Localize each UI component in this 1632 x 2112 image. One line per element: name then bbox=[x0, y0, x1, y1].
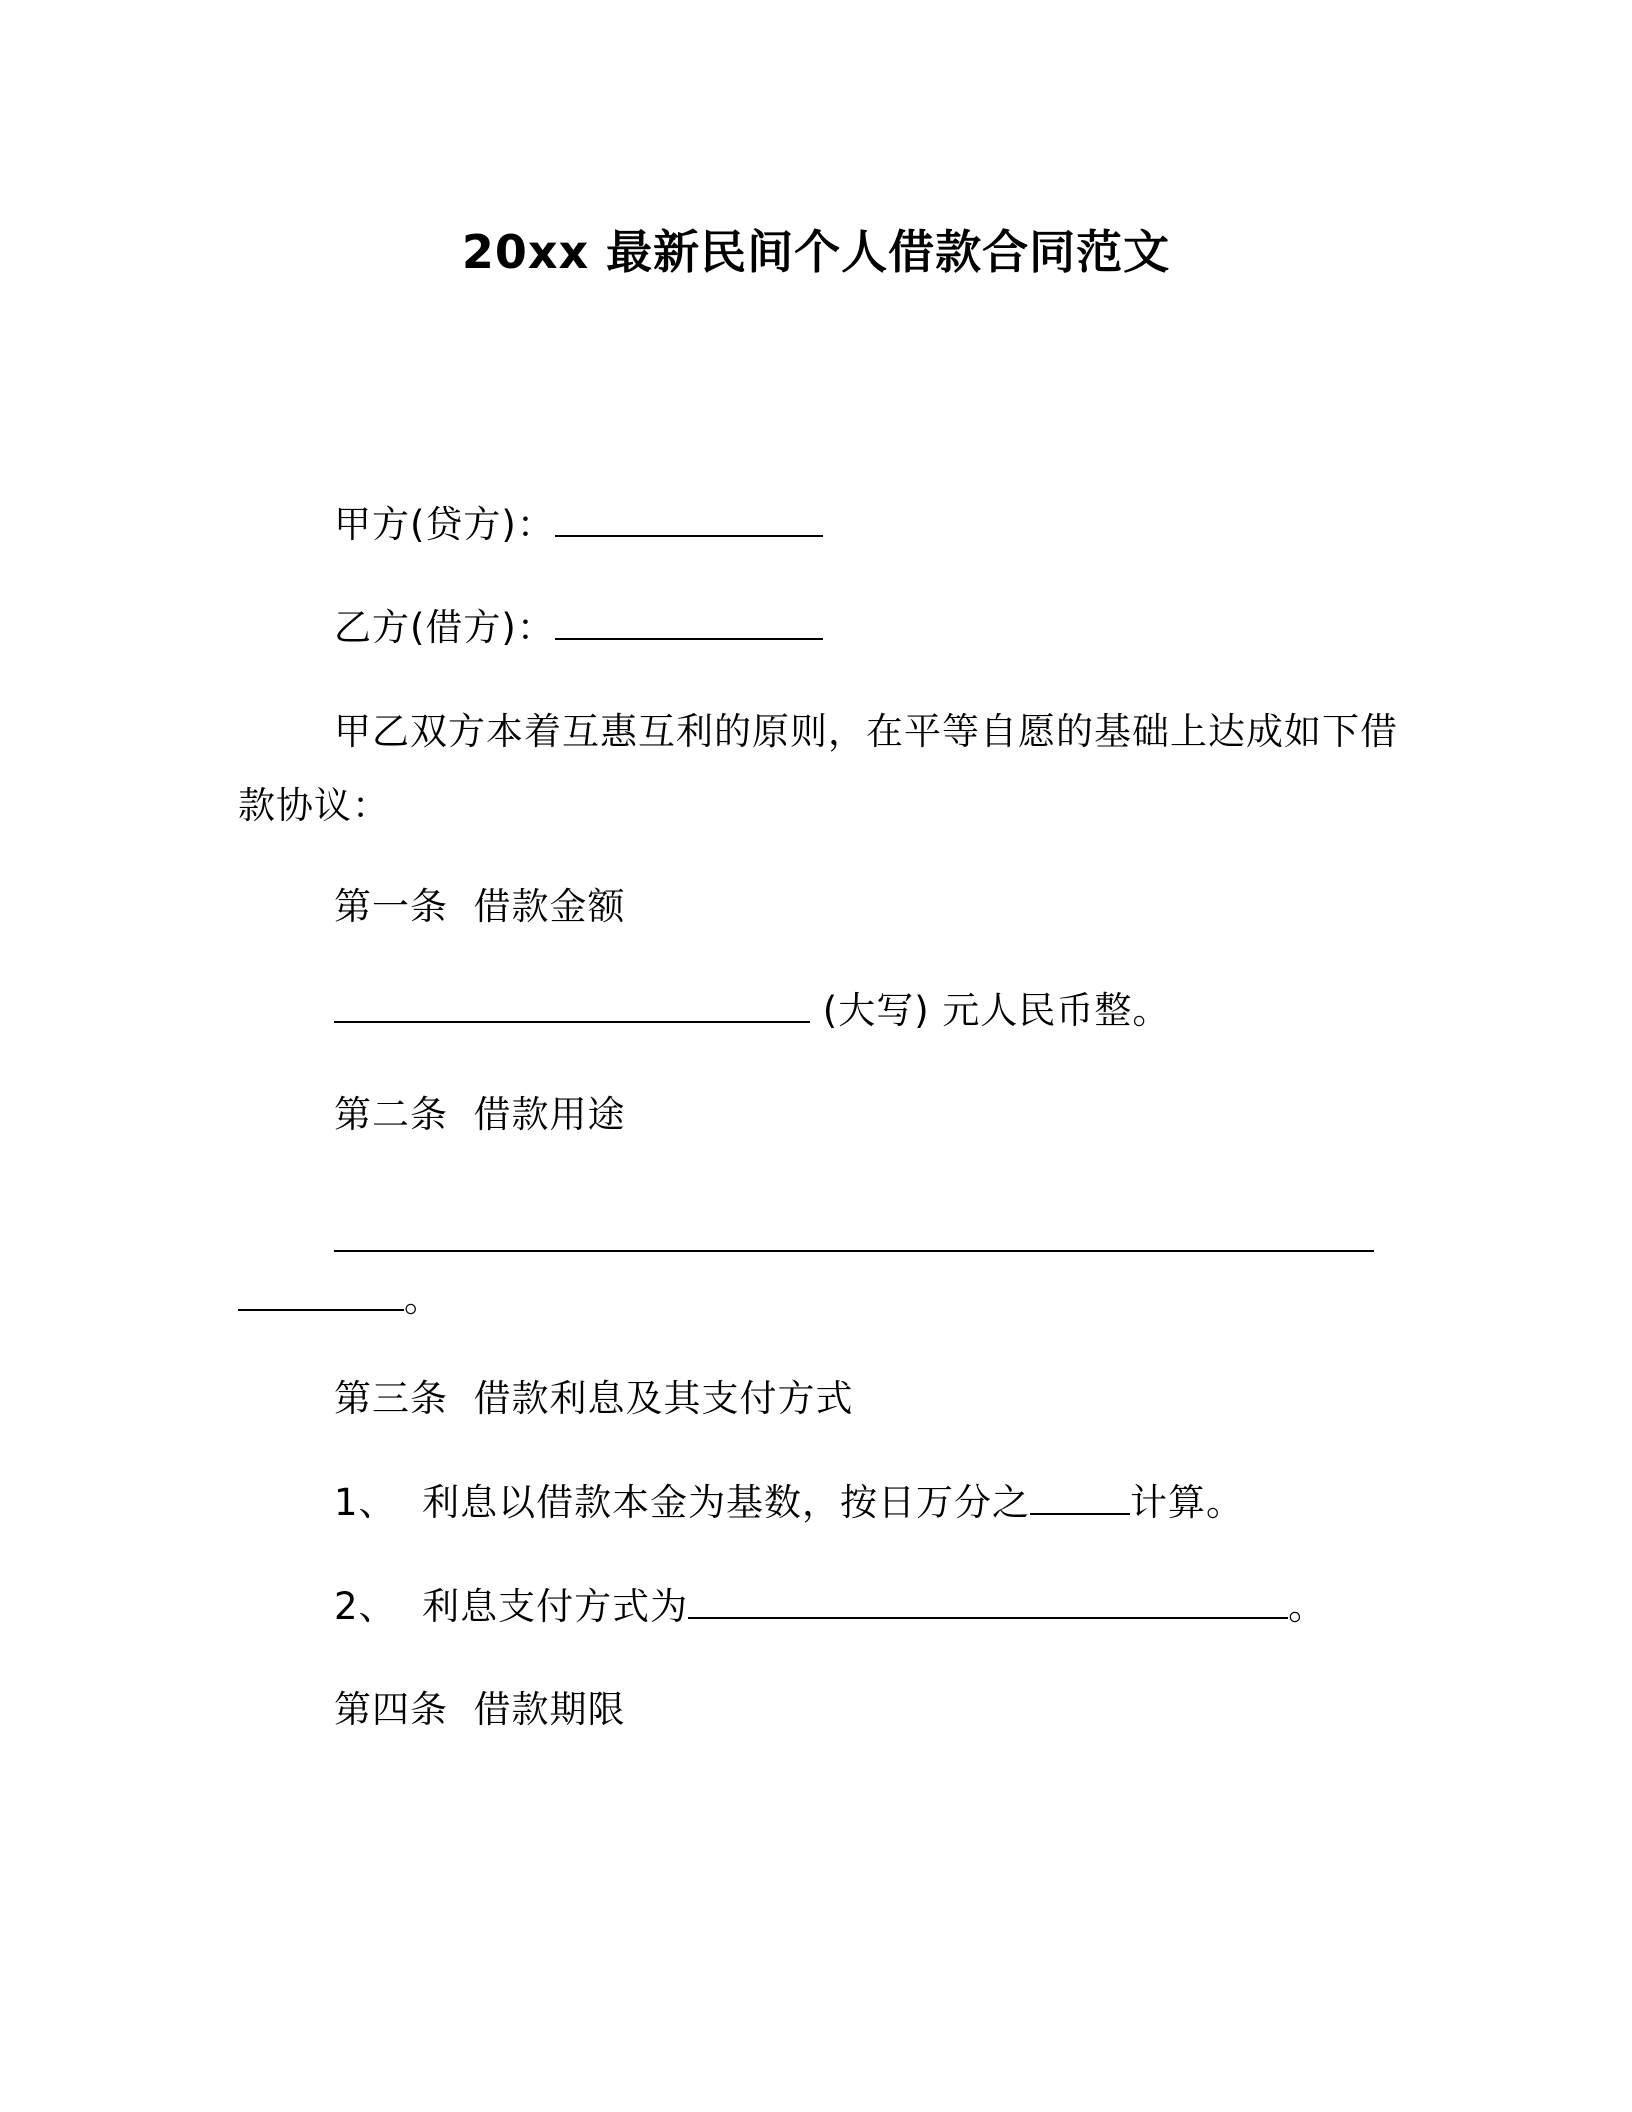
article-1-heading: 第一条 借款金额 bbox=[334, 885, 626, 928]
amount-blank bbox=[334, 1021, 810, 1023]
article-3-item-2-text: 2、 利息支付方式为 bbox=[334, 1585, 689, 1628]
article-3-item-1-text: 1、 利息以借款本金为基数，按日万分之 bbox=[334, 1481, 1031, 1524]
article-3-item-2-end: 。 bbox=[1288, 1585, 1327, 1628]
article-2-purpose-line-2 bbox=[238, 1274, 442, 1324]
article-3-item-1-end: 计算。 bbox=[1130, 1481, 1245, 1524]
article-2-heading: 第二条 借款用途 bbox=[334, 1093, 626, 1136]
party-a-label: 甲方(贷方)： bbox=[334, 503, 555, 546]
document-title: 20xx 最新民间个人借款合同范文 bbox=[461, 225, 1171, 279]
party-b-line bbox=[334, 603, 823, 653]
article-2-end-mark: 。 bbox=[404, 1277, 442, 1320]
party-b-label: 乙方(借方)： bbox=[334, 606, 555, 649]
payment-method-blank bbox=[688, 1617, 1288, 1619]
purpose-blank-2 bbox=[238, 1309, 404, 1311]
purpose-blank-1 bbox=[334, 1250, 1374, 1252]
article-1-amount-text: (大写) 元人民币整。 bbox=[810, 989, 1171, 1032]
article-2-purpose-line-1 bbox=[334, 1215, 1374, 1265]
article-3-heading: 第三条 借款利息及其支付方式 bbox=[334, 1377, 854, 1420]
party-a-blank bbox=[555, 535, 823, 537]
intro-paragraph-line-1: 甲乙双方本着互惠互利的原则，在平等自愿的基础上达成如下借 bbox=[334, 710, 1398, 753]
interest-rate-blank bbox=[1030, 1513, 1130, 1515]
article-4-heading: 第四条 借款期限 bbox=[334, 1688, 626, 1731]
article-3-item-2 bbox=[334, 1582, 1326, 1632]
intro-paragraph-line-2: 款协议： bbox=[238, 784, 390, 827]
party-b-blank bbox=[555, 638, 823, 640]
article-1-amount-line bbox=[334, 986, 1170, 1036]
article-3-item-1 bbox=[334, 1478, 1244, 1528]
party-a-line bbox=[334, 500, 823, 550]
